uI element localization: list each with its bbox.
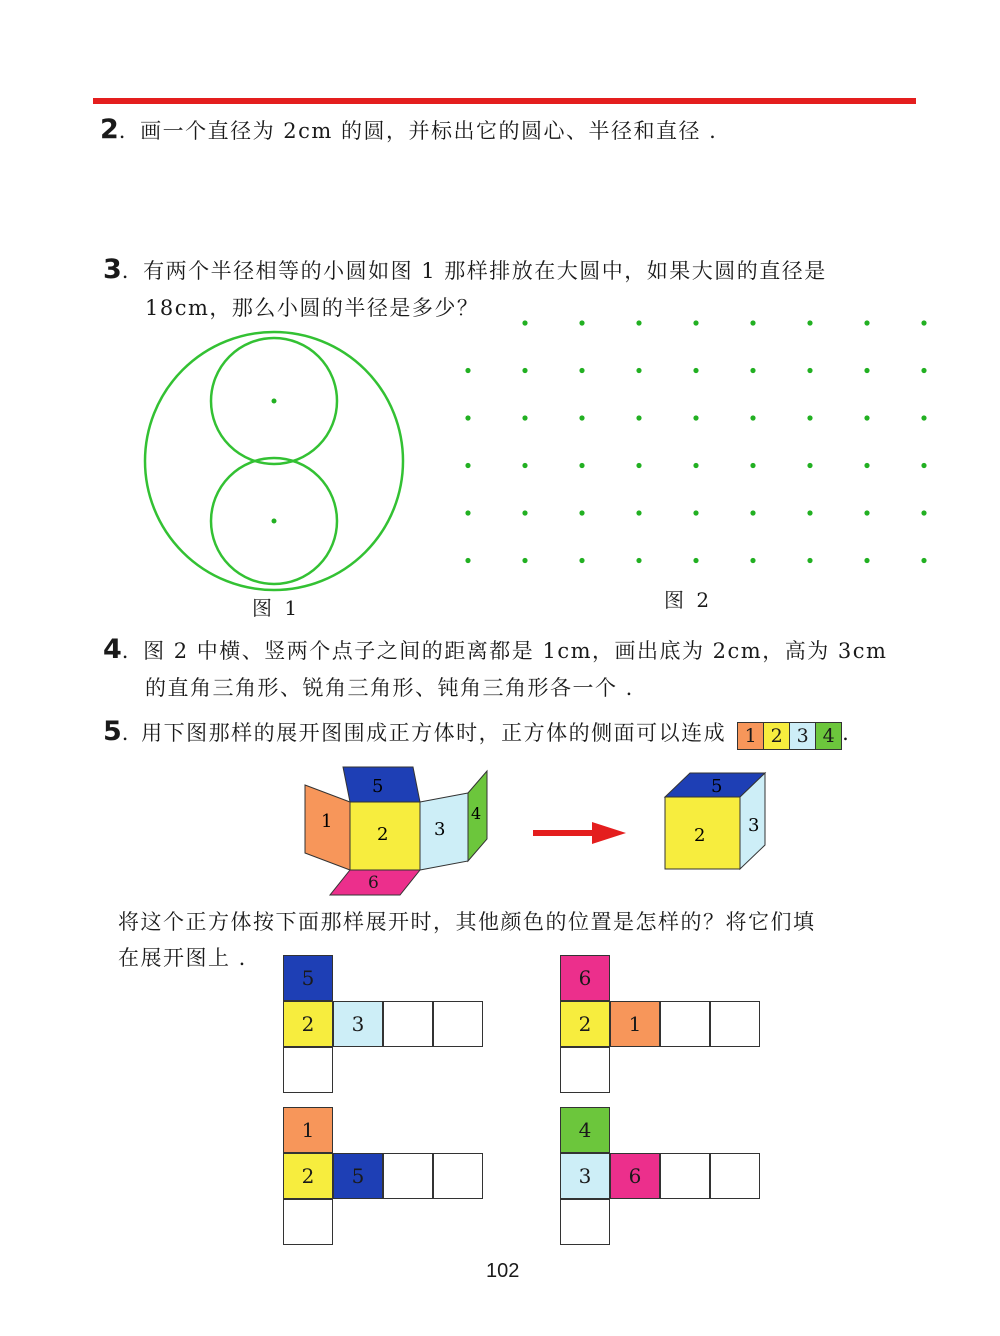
grid-cell-right: 1: [610, 1001, 660, 1047]
grid-cell-blank[interactable]: [283, 1199, 333, 1245]
grid-dot: [522, 558, 527, 563]
grid-cell-top: 5: [283, 955, 333, 1001]
grid-cell-right: 3: [333, 1001, 383, 1047]
question-4: [103, 634, 887, 665]
center-dot-bottom: [272, 519, 277, 524]
grid-cell-right: 5: [333, 1153, 383, 1199]
grid-dot: [522, 510, 527, 515]
net-label-3: 3: [434, 819, 446, 840]
grid-dot: [636, 463, 641, 468]
grid-cell-blank[interactable]: [433, 1001, 483, 1047]
question-text-line1: 图 2 中横、竖两个点子之间的距离都是 1cm，画出底为 2cm，高为 3cm: [143, 639, 888, 663]
question-5-text-line3: 在展开图上 .: [118, 946, 247, 970]
question-3: [103, 254, 827, 285]
unfold-grid-3: [283, 1107, 485, 1247]
grid-cell-center: 2: [283, 1153, 333, 1199]
question-3-text-line2: 18cm，那么小圆的半径是多少？: [145, 296, 480, 320]
strip-cell-3: 3: [790, 723, 816, 749]
grid-cell-blank[interactable]: [660, 1153, 710, 1199]
grid-dot: [921, 463, 926, 468]
grid-dot: [636, 415, 641, 420]
arrow-icon: [530, 820, 630, 846]
grid-cell-top: 1: [283, 1107, 333, 1153]
cube-label-front: 2: [694, 825, 706, 846]
top-red-rule: [93, 98, 916, 104]
grid-cell-blank[interactable]: [560, 1047, 610, 1093]
grid-dot: [465, 368, 470, 373]
grid-dot: [921, 415, 926, 420]
grid-dot: [579, 415, 584, 420]
grid-dot: [465, 415, 470, 420]
unfold-grid-2: [560, 955, 762, 1095]
net-label-6: 6: [368, 873, 379, 893]
grid-cell-center: 2: [560, 1001, 610, 1047]
grid-dot: [864, 558, 869, 563]
question-sep: .: [121, 639, 130, 663]
center-dot-top: [272, 399, 277, 404]
grid-dot: [807, 368, 812, 373]
grid-cell-blank[interactable]: [560, 1199, 610, 1245]
grid-cell-blank[interactable]: [383, 1001, 433, 1047]
page-number: 102: [486, 1260, 520, 1282]
grid-dot: [921, 558, 926, 563]
grid-dot: [807, 558, 812, 563]
grid-cell-center: 2: [283, 1001, 333, 1047]
grid-cell-blank[interactable]: [383, 1153, 433, 1199]
net-label-2: 2: [377, 824, 389, 845]
grid-cell-blank[interactable]: [710, 1001, 760, 1047]
grid-dot: [636, 320, 641, 325]
unfold-grid-1: [283, 955, 485, 1095]
grid-dot: [750, 415, 755, 420]
grid-dot: [921, 510, 926, 515]
figure-1-caption: 图 1: [252, 596, 301, 620]
strip-cell-1: 1: [738, 723, 764, 749]
grid-dot: [522, 415, 527, 420]
grid-dot: [693, 368, 698, 373]
large-circle: [145, 332, 403, 590]
question-sep: .: [118, 119, 127, 143]
question-sep: .: [121, 721, 130, 745]
question-2: [100, 114, 717, 145]
grid-dot: [864, 320, 869, 325]
grid-dot: [807, 415, 812, 420]
side-faces-strip: [737, 722, 842, 750]
grid-dot: [750, 510, 755, 515]
grid-dot: [750, 463, 755, 468]
grid-cell-blank[interactable]: [660, 1001, 710, 1047]
grid-dot: [750, 368, 755, 373]
grid-dot: [465, 463, 470, 468]
grid-dot: [921, 368, 926, 373]
grid-dot: [864, 463, 869, 468]
grid-cell-top: 4: [560, 1107, 610, 1153]
grid-dot: [693, 415, 698, 420]
cube-label-top: 5: [711, 776, 723, 797]
question-sep: .: [121, 259, 130, 283]
grid-dot: [750, 558, 755, 563]
question-number: 5: [103, 716, 122, 747]
grid-cell-blank[interactable]: [283, 1047, 333, 1093]
grid-dot: [522, 368, 527, 373]
net-label-4: 4: [471, 804, 482, 823]
grid-dot: [807, 510, 812, 515]
strip-cell-4: 4: [816, 723, 841, 749]
strip-cell-2: 2: [764, 723, 790, 749]
grid-dot: [579, 510, 584, 515]
grid-cell-top: 6: [560, 955, 610, 1001]
question-text-line1: 有两个半径相等的小圆如图 1 那样排放在大圆中，如果大圆的直径是: [143, 259, 827, 283]
grid-dot: [864, 415, 869, 420]
net-label-5: 5: [372, 776, 384, 797]
grid-dot: [579, 368, 584, 373]
question-5-text-line2: 将这个正方体按下面那样展开时，其他颜色的位置是怎样的？将它们填: [118, 910, 816, 934]
grid-dot: [465, 558, 470, 563]
grid-dot: [636, 368, 641, 373]
grid-dot: [522, 463, 527, 468]
figure-2-caption: 图 2: [664, 588, 713, 612]
question-number: 2: [100, 114, 119, 145]
grid-cell-center: 3: [560, 1153, 610, 1199]
net-label-1: 1: [321, 811, 333, 832]
assembled-cube: [660, 770, 775, 875]
grid-dot: [522, 320, 527, 325]
cube-label-side: 3: [748, 815, 760, 836]
grid-cell-right: 6: [610, 1153, 660, 1199]
question-text-line1: 用下图那样的展开图围成正方体时，正方体的侧面可以连成: [141, 721, 727, 745]
figure-2-dot-grid: [460, 315, 935, 575]
grid-dot: [579, 463, 584, 468]
grid-dot: [807, 463, 812, 468]
question-number: 4: [103, 634, 122, 665]
cube-net-illustration: [295, 765, 495, 900]
grid-dot: [693, 510, 698, 515]
grid-dot: [864, 510, 869, 515]
grid-dot: [921, 320, 926, 325]
grid-dot: [579, 558, 584, 563]
grid-dot: [465, 510, 470, 515]
grid-dot: [693, 558, 698, 563]
grid-dot: [864, 368, 869, 373]
unfold-grid-4: [560, 1107, 762, 1247]
grid-dot: [693, 463, 698, 468]
grid-dot: [807, 320, 812, 325]
grid-dot: [636, 558, 641, 563]
strip-period: .: [842, 721, 851, 745]
question-number: 3: [103, 254, 122, 285]
figure-1-circles: [140, 330, 410, 592]
question-4-text-line2: 的直角三角形、锐角三角形、钝角三角形各一个 .: [145, 676, 634, 700]
grid-cell-blank[interactable]: [710, 1153, 760, 1199]
grid-dot: [636, 510, 641, 515]
question-text: 画一个直径为 2cm 的圆，并标出它的圆心、半径和直径 .: [140, 119, 718, 143]
grid-dot: [579, 320, 584, 325]
question-5: [103, 716, 850, 750]
grid-cell-blank[interactable]: [433, 1153, 483, 1199]
grid-dot: [750, 320, 755, 325]
grid-dot: [693, 320, 698, 325]
